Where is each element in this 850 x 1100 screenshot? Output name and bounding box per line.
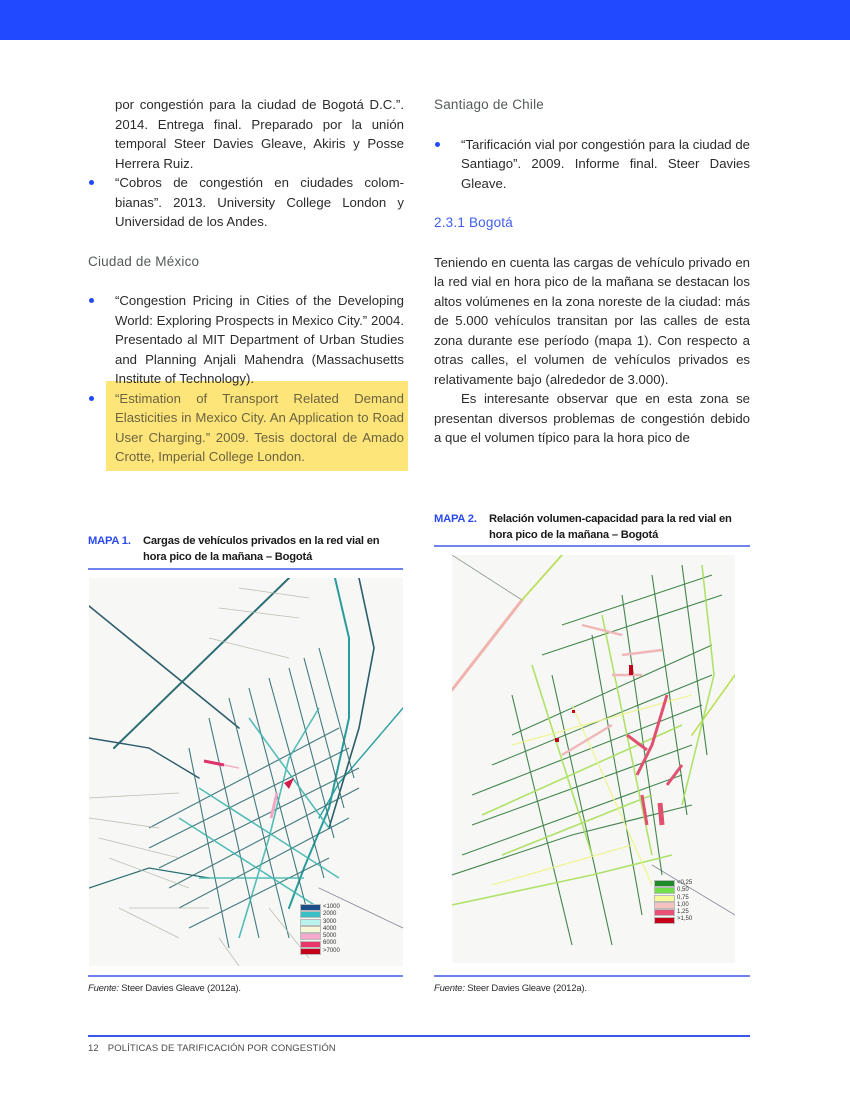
reference-continued: por congestión para la ciudad de Bogotá D.C.”. 2014. Entrega final. Preparado por la unión temporal Steer Davies Gleave, Akiris y Posse Herrera Ruiz. (115, 97, 404, 171)
source-text: Steer Davies Gleave (2012a). (464, 983, 587, 994)
legend-label: 0,75 (677, 894, 689, 901)
reference-item (434, 135, 750, 194)
reference-text: “Congestion Pricing in Cities of the Developing World: Exploring Prospects in Mexico City.” 2004. Presentado al MIT Department of Urban Studies and Planning Anjali Mahendra (Massachusetts Institute of Technology). (115, 293, 404, 386)
caption-rule (88, 975, 403, 977)
reference-item (88, 291, 404, 389)
map1-label: MAPA 1. (88, 535, 131, 547)
reference-text: “Cobros de congestión en ciudades colombianas”. 2013. University College London y Universidad de los Andes. (115, 175, 404, 229)
caption-rule (434, 545, 750, 547)
legend-label: 5000 (323, 933, 337, 940)
map1-image (89, 578, 403, 966)
map2-image (452, 555, 735, 963)
legend-label: >1,50 (677, 916, 693, 923)
source-label: Fuente: (434, 983, 465, 994)
legend-label: 0,50 (677, 887, 689, 894)
legend-swatch (654, 895, 675, 902)
map1-caption (88, 533, 404, 565)
map2-caption (434, 511, 750, 543)
legend-swatch (654, 887, 675, 894)
legend-swatch (300, 919, 321, 926)
legend-swatch (654, 902, 675, 909)
right-column (434, 95, 750, 448)
footer-rule (88, 1035, 750, 1037)
legend-label: >7000 (323, 947, 340, 954)
legend-label: 1,25 (677, 909, 689, 916)
source-label: Fuente: (88, 983, 119, 994)
legend-swatch (654, 909, 675, 916)
map1-title: Cargas de vehículos privados en la red vial en hora pico de la mañana – Bogotá (143, 535, 380, 563)
legend-swatch (300, 911, 321, 918)
bullet-icon (435, 142, 440, 147)
body-paragraph: Teniendo en cuenta las cargas de vehículo privado en la red vial en hora pico de la mañana se destacan los altos volúmenes en la zona noreste de la ciudad: más de 5.000 vehículos transitan por las calles de esta zona durante ese período (mapa 1). Con respecto a otras calles, el volumen de vehículos privados es relativamente bajo (alrededor de 3.000). (434, 254, 750, 387)
header-color-bar (0, 0, 850, 40)
subheading-mexico: Ciudad de México (88, 253, 200, 269)
page-number: 12 (88, 1043, 99, 1054)
subheading-santiago: Santiago de Chile (434, 97, 544, 112)
reference-text: “Tarificación vial por congestión para la ciudad de Santiago”. 2009. Informe final. Steer Davies Gleave. (461, 136, 750, 191)
bullet-icon (89, 298, 94, 303)
reference-item (88, 173, 404, 232)
legend-label: 6000 (323, 940, 337, 947)
legend-swatch (300, 941, 321, 948)
body-paragraph: Es interesante observar que en esta zona se presentan diversos problemas de congestión debido a que el volumen típico para la hora pico de (434, 391, 750, 445)
bullet-icon (89, 180, 94, 185)
reference-text: “Estimation of Transport Related Demand Elasticities in Mexico City. An Application to Road User Charging.” 2009. Tesis doctoral de Amado Crotte, Imperial College London. (115, 390, 404, 464)
map2-legend (654, 880, 692, 924)
legend-swatch (654, 880, 675, 887)
caption-rule (434, 975, 750, 977)
page-footer (88, 1043, 336, 1054)
reference-item-highlighted (88, 389, 404, 467)
map1-source (88, 983, 241, 994)
map2-source (434, 983, 587, 994)
bullet-icon (89, 396, 94, 401)
legend-label: 4000 (323, 925, 337, 932)
section-heading: 2.3.1 Bogotá (434, 215, 513, 230)
legend-swatch (300, 904, 321, 911)
legend-swatch (654, 917, 675, 924)
legend-swatch (300, 948, 321, 955)
map1-legend (300, 904, 340, 955)
legend-label: 2000 (323, 911, 337, 918)
legend-label: <1000 (323, 904, 340, 910)
left-column (88, 95, 404, 467)
source-text: Steer Davies Gleave (2012a). (118, 983, 241, 994)
caption-rule (88, 568, 403, 570)
map2-title: Relación volumen-capacidad para la red vial en hora pico de la mañana – Bogotá (489, 513, 732, 541)
legend-label: 1,00 (677, 901, 689, 908)
map2-label: MAPA 2. (434, 513, 477, 525)
legend-label: 3000 (323, 918, 337, 925)
running-title: POLÍTICAS DE TARIFICACIÓN POR CONGESTIÓN (107, 1043, 336, 1054)
legend-swatch (300, 933, 321, 940)
legend-swatch (300, 926, 321, 933)
legend-label: <0,25 (677, 880, 693, 886)
